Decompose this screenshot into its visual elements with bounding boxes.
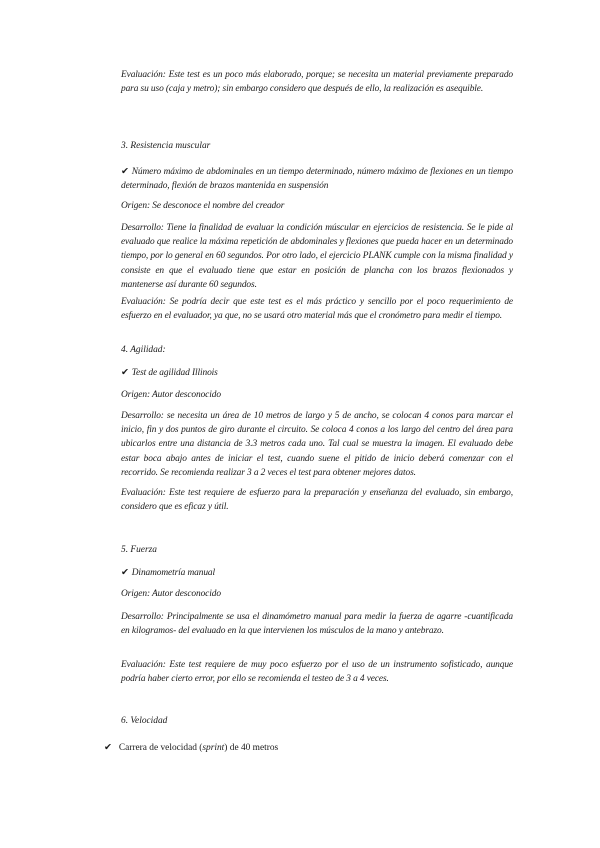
section-6-test-text-end: ) de 40 metros	[224, 743, 279, 753]
section-4-heading: 4. Agilidad:	[121, 345, 166, 355]
section-5-description: Desarrollo: Principalmente se usa el dinamómetro manual para medir la fuerza de agarre -cuantificada en kilogramos- del evaluado en la que intervienen los músculos de la mano y antebrazo.	[121, 612, 513, 637]
section-3-heading: 3. Resistencia muscular	[121, 141, 211, 151]
section-3-evaluation: Evaluación: Se podría decir que este test es el más práctico y sencillo por el poco requerimiento de esfuerzo en el evaluador, ya que, no se usará otro material más que el cronómetro para medir el tiempo.	[121, 297, 513, 322]
checkmark-icon: ✔	[121, 368, 129, 378]
section-4-evaluation: Evaluación: Este test requiere de esfuerzo para la preparación y enseñanza del evaluado, sin embargo, considero que es eficaz y útil.	[121, 488, 513, 513]
section-5-test-text: Dinamometría manual	[131, 568, 216, 578]
section-3-origin: Origen: Se desconoce el nombre del creador	[121, 201, 285, 211]
section-4-test-item	[121, 366, 513, 380]
section-5-origin: Origen: Autor desconocido	[121, 589, 221, 599]
checkmark-icon: ✔	[121, 568, 129, 578]
section-3-description: Desarrollo: Tiene la finalidad de evaluar la condición múscular en ejercicios de resistencia. Se le pide al evaluado que realice la máxima repetición de abdominales y flexiones que pueda hacer en un determinado tiempo, por lo general en 60 segundos. Por otro lado, el ejercicio PLANK cumple con la misma finalidad y consiste en que el evaluado tiene que estar en posición de plancha con los brazos flexionados y mantenerse así durante 60 segundos.	[121, 223, 513, 290]
section-3-test-item	[121, 165, 513, 193]
section-3-test-text: Número máximo de abdominales en un tiempo determinado, número máximo de flexiones en un tiempo determinado, flexión de brazos mantenida en suspensión	[121, 167, 513, 192]
section-5-test-item	[121, 566, 513, 580]
checkmark-icon: ✔	[104, 743, 112, 753]
section-6-heading: 6. Velocidad	[121, 716, 168, 726]
section-4-description: Desarrollo: se necesita un área de 10 metros de largo y 5 de ancho, se colocan 4 conos para marcar el inicio, fin y dos puntos de giro durante el circuito. Se coloca 4 conos a los largo del centro del área para ubicarlos entre una distancia de 3.3 metros cada uno. Tal cual se muestra la imagen. El evaluado debe estar boca abajo antes de iniciar el test, cuando suene el pitido de inicio deberá comenzar con el recorrido. Se recomienda realizar 3 a 2 veces el test para obtener mejores datos.	[121, 411, 513, 478]
section-5-heading: 5. Fuerza	[121, 545, 157, 555]
evaluation-paragraph: Evaluación: Este test es un poco más elaborado, porque; se necesita un material previamente preparado para su uso (caja y metro); sin embargo considero que después de ello, la realización es asequible.	[121, 70, 513, 95]
checkmark-icon: ✔	[121, 167, 129, 177]
section-6-test-item	[104, 742, 278, 753]
section-4-origin: Origen: Autor desconocido	[121, 390, 221, 400]
section-5-evaluation: Evaluación: Este test requiere de muy poco esfuerzo por el uso de un instrumento sofisticado, aunque podría haber cierto error, por ello se recomienda el testeo de 3 a 4 veces.	[121, 660, 513, 685]
section-4-test-text: Test de agilidad Illinois	[131, 368, 218, 378]
section-6-test-text-italic: sprint	[202, 743, 225, 753]
section-6-test-text-start: Carrera de velocidad (	[118, 743, 203, 753]
